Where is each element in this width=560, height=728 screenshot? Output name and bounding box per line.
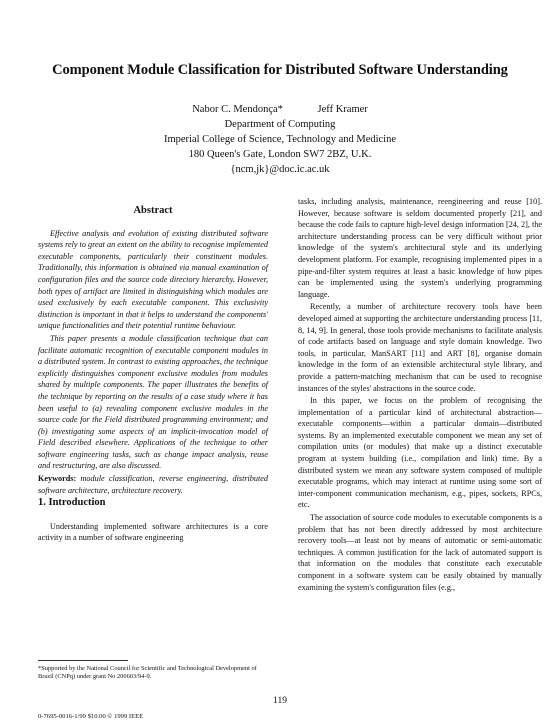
author-email: {ncm,jk}@doc.ic.ac.uk bbox=[230, 164, 330, 175]
footnote-rule bbox=[38, 660, 128, 661]
body-paragraph-4: The association of source code modules to executable components is a problem that has not been directly addressed by most architecture recovery tools—at least not by means of automatic or semi-automatic techniques. A common justification for the lack of automated support is that information on the modules that constitute each executable component in a software system can be easily obtained by manually examining the system's configuration files (e.g., bbox=[298, 513, 542, 592]
right-column bbox=[298, 196, 542, 594]
author-names bbox=[0, 102, 560, 117]
abstract-paragraph-2: This paper presents a module classification technique that can facilitate automatic recognition of executable component modules in a distributed system. In contrast to existing approaches, the technique explicitly distinguishes component exclusive modules from modules shared by multiple components. The paper illustrates the benefits of the technique by reporting on the results of a case study where it has been useful to (a) revealing component exclusive modules in the source code for the Field distributed programming environment; and (b) investigating some aspects of an implicit-invocation model of Field described elsewhere. Applications of the technique to other software engineering tasks, such as change impact analysis, reuse and restructuring, are also discussed. bbox=[38, 333, 268, 471]
left-column bbox=[38, 205, 268, 545]
keywords-label: Keywords: bbox=[38, 474, 77, 484]
body-paragraph-2: Recently, a number of architecture recovery tools have been developed aimed at supporting the architecture understanding process [11, 8, 14, 9]. In general, those tools provide mechanisms to facilitate analysis of code artifacts based on language and style domain knowledge. Two tools, in particular, ManSART [11] and ART [8], organise domain knowledge in the form of an extensible architectural style library, and provide a pattern-matching mechanism that can be used to recognise instances of the styles' abstractions in the source code. bbox=[298, 302, 542, 393]
author-block bbox=[0, 102, 560, 177]
body-paragraph-3: In this paper, we focus on the problem of recognising the implementation of a particular kind of architectural abstraction—executable components—within a particular domain—distributed systems. By an implemented executable component we mean any set of compilation units (or modules) that make up a distinct executable program at system building (i.e., compilation and link) time. By a distributed system we mean any software system composed of multiple executable programs, which may interact at runtime using some sort of inter-component communication mechanism, e.g., pipes, sockets, RPCs, etc. bbox=[298, 396, 542, 510]
introduction-paragraph-1: Understanding implemented software architectures is a core activity in a number of software engineering bbox=[38, 521, 268, 543]
keywords-text: module classification, reverse engineering, distributed software architecture, architecture recovery. bbox=[38, 474, 268, 495]
paper-title: Component Module Classification for Distributed Software Understanding bbox=[52, 62, 508, 78]
abstract-paragraph-1: Effective analysis and evolution of existing distributed software systems rely to great an extent on the ability to recognise implemented executable components, particularly their constituent modules. Traditionally, this information is obtained via manual examination of configuration files and the source code directory hierarchy. However, both types of artifact are limited in distinguishing which modules are used exclusively by each executable component. This exclusivity distinction is important in that it helps to understand the components' unique functionalities and their potential runtime behaviour. bbox=[38, 228, 268, 331]
footnote: *Supported by the National Council for Scientific and Technological Development of Brazil (CNPq) under grant No 200603/94-9. bbox=[38, 665, 257, 680]
page-number: 119 bbox=[273, 696, 287, 706]
author-2: Jeff Kramer bbox=[317, 104, 368, 115]
affiliation-college: Imperial College of Science, Technology and Medicine bbox=[163, 134, 397, 145]
affiliation-department: Department of Computing bbox=[224, 119, 336, 130]
keywords bbox=[38, 473, 268, 496]
abstract-heading: Abstract bbox=[133, 205, 173, 216]
body-paragraph-1: tasks, including analysis, maintenance, reengineering and reuse [10]. However, because software is seldom documented properly [21], and because the code fails to capture high-level design information [24, 2], the architecture understanding process can be very difficult without prior knowledge of the system's architectural style and its underlying development platform. For example, recognising implemented pipes in a pipe-and-filter system requires at least a basic knowledge of how pipes can be implemented using the system's underlying programming language. bbox=[298, 197, 542, 299]
introduction-heading: 1. Introduction bbox=[38, 497, 106, 509]
copyright-line: 0-7695-0016-1/99 $10.00 © 1999 IEEE bbox=[38, 713, 144, 720]
affiliation-address: 180 Queen's Gate, London SW7 2BZ, U.K. bbox=[188, 149, 372, 160]
author-1: Nabor C. Mendonça* bbox=[192, 104, 283, 115]
